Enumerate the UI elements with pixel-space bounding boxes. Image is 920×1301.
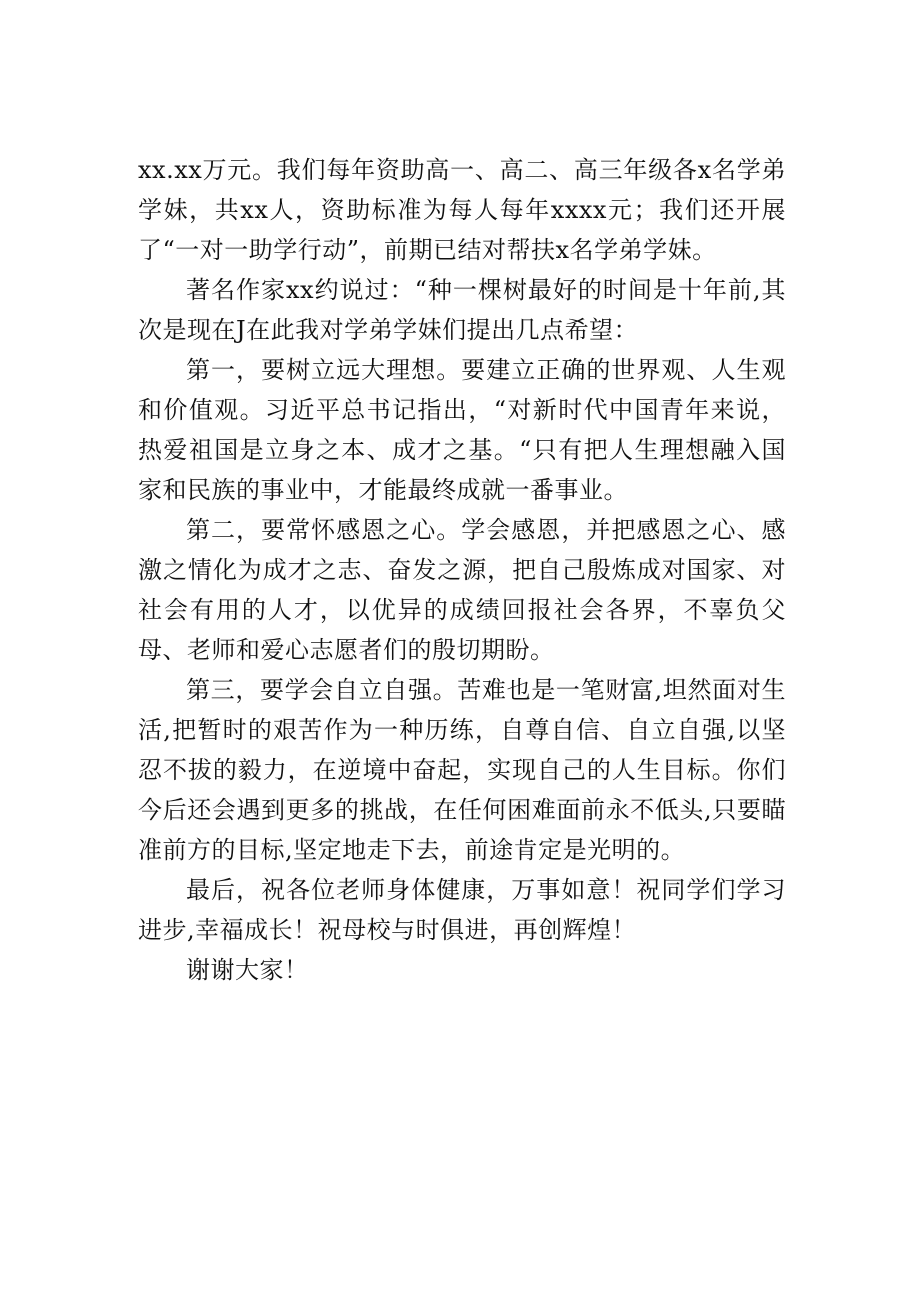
document-body [138, 150, 786, 990]
paragraph-thanks: 谢谢大家！ [186, 956, 309, 984]
paragraph-second-hope: 第二，要常怀感恩之心。学会感恩，并把感恩之心、感激之情化为成才之志、奋发之源，把自己殷炼成对国家、对社会有用的人才，以优异的成绩回报社会各界，不辜负父母、老师和爱心志愿者们的殷切期盼。 [138, 516, 786, 664]
paragraph-quote-intro: 著名作家xx约说过：“种一棵树最好的时间是十年前,其次是现在J在此我对学弟学妹们提出几点希望： [138, 276, 786, 344]
paragraph-third-hope: 第三，要学会自立自强。苦难也是一笔财富,坦然面对生活,把暂时的艰苦作为一种历练，自尊自信、自立自强,以坚忍不拔的毅力，在逆境中奋起，实现自己的人生目标。你们今后还会遇到更多的挑战，在任何困难面前永不低头,只要瞄准前方的目标,坚定地走下去，前途肯定是光明的。 [138, 676, 786, 864]
paragraph-first-hope: 第一，要树立远大理想。要建立正确的世界观、人生观和价值观。习近平总书记指出，“对新时代中国青年来说，热爱祖国是立身之本、成才之基。“只有把人生理想融入国家和民族的事业中，才能最终成就一番事业。 [138, 356, 786, 504]
paragraph-funding-summary: xx.xx万元。我们每年资助高一、高二、高三年级各x名学弟学妹，共xx人，资助标准为每人每年xxxx元；我们还开展了“一对一助学行动”，前期已结对帮扶x名学弟学妹。 [138, 156, 786, 264]
paragraph-closing-wishes: 最后，祝各位老师身体健康，万事如意！祝同学们学习进步,幸福成长！祝母校与时俱进，再创辉煌！ [138, 876, 786, 944]
